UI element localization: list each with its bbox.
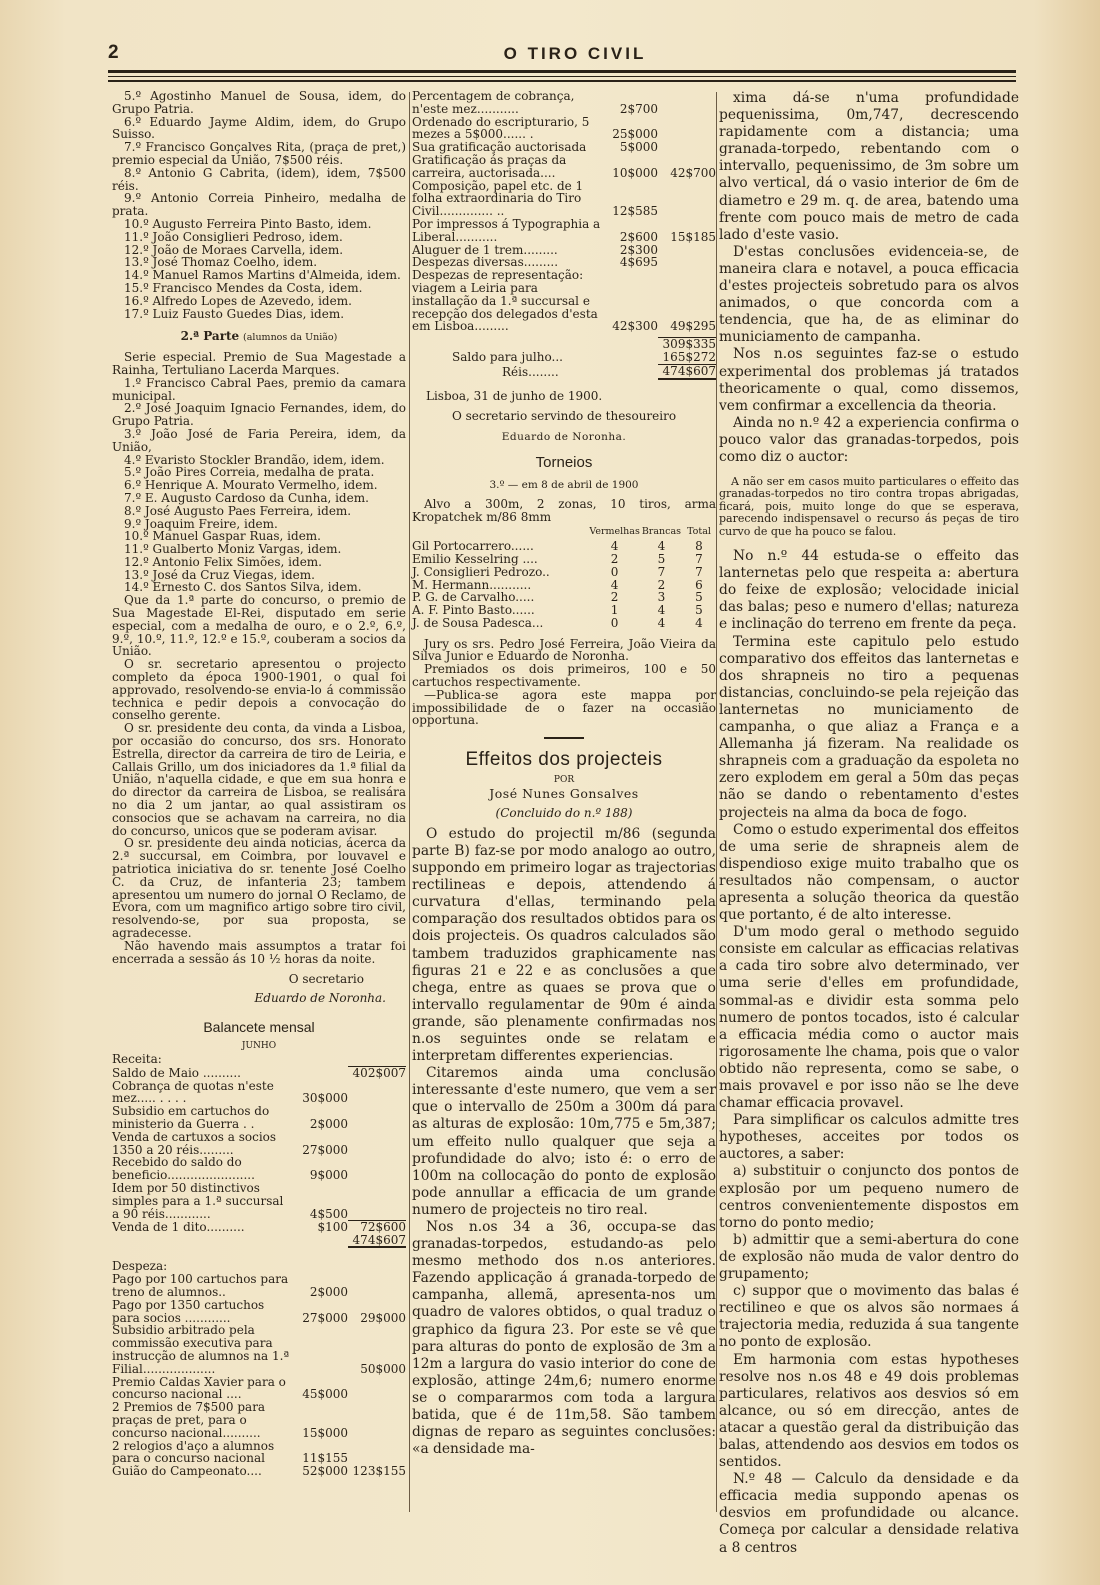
list-item: 10.º Manuel Gaspar Ruas, idem. [124,529,321,544]
ledger-subtotal: 50$000 [360,1361,406,1376]
ledger-subtotal [348,1440,406,1466]
paragraph: O sr. presidente deu ainda noticias, ácerca da 2.ª succursal, em Coimbra, por louvavel e patriotica iniciativa do sr. tenente José Coelho C. da Cruz, de infanteria 23; tambem apresentou um numero do jornal O Reclamo, de Evora, com um magnifico artigo sobre tiro civil, resolvendo-se, por sua proposta, se agradecesse. [112,836,406,940]
ledger-subtotal: 402$007 [348,1066,406,1079]
paragraph: N.º 48 — Calculo da densidade e da efficacia media suppondo apenas os desvios em profundidade ou alcance. Começa por calcular a densidade relativa a 8 centros [719,1471,1019,1556]
ledger-amount: 2$600 [619,229,658,244]
score-header-blank [412,525,588,540]
ledger-row [112,1273,406,1299]
saldo-label: Saldo para julho... [452,350,563,365]
score-row [412,617,716,630]
article-note: (Concluido do n.º 188) [495,806,633,821]
shooter-name: M. Hermann........... [412,577,532,592]
jury-text: Jury os srs. Pedro José Ferreira, João Vieira da Silva Junior e Eduardo de Noronha. [412,636,716,664]
despeza-table [112,1273,406,1478]
paragraph: D'estas conclusões evidenceia-se, de maneira clara e notavel, a pouca efficacia d'estes projecteis sobretudo para os alvos animados, o que concorda com a tendencia, que ha, de as eliminar do municiamento de campanha. [719,243,1019,346]
ledger-description: Recebido do saldo do beneficio....................... [112,1155,255,1183]
brancas-count: 2 [657,577,666,592]
header-rule [108,76,1016,77]
list-item: 17.º Luiz Fausto Guedes Dias, idem. [124,306,345,321]
page-number: 2 [108,42,119,63]
receita-label: Receita: [112,1051,162,1066]
ledger-row [412,180,716,218]
total-count: 7 [695,551,703,566]
minutes-paragraphs [112,594,406,965]
total-count: 4 [695,615,703,630]
ledger-subtotal [348,1182,406,1220]
ledger-description: Aluguer de 1 trem......... [412,242,558,257]
ledger-description: Guião do Campeonato.... [112,1464,262,1479]
header-rule [108,70,1016,73]
part2-title: 2.ª Parte [180,329,240,344]
ledger-amount [292,1066,348,1079]
article-by: POR [553,775,575,786]
ledger-subtotal [348,1156,406,1182]
signoff-title: O secretario [288,972,364,987]
list-item: 12.º Antonio Felix Simões, idem. [124,554,322,569]
shooter-name: A. F. Pinto Basto...... [412,603,535,618]
article-body [412,826,716,1458]
list-item: 9.º Antonio Correia Pinheiro, medalha de prata. [112,191,406,219]
ledger-subtotal: 29$000 [360,1310,406,1325]
ledger-amount: 4$500 [309,1206,348,1221]
ledger-row [112,1376,406,1402]
article-author: José Nunes Gonsalves [489,786,639,802]
ledger-amount: 9$000 [309,1168,348,1183]
column-3 [719,90,1019,1557]
reis-label: Réis........ [502,364,559,379]
despeza-continued-table [412,90,716,333]
vermelhas-count: 0 [610,615,619,630]
shooter-name: P. G. de Carvalho..... [412,590,535,605]
list-item: 15.º Francisco Mendes da Costa, idem. [124,280,363,295]
column-divider [409,92,410,1512]
ledger-amount: 11$155 [302,1451,348,1466]
ledger-row [112,1105,406,1131]
paragraph: Como o estudo experimental dos effeitos de uma serie de shrapneis alem de dispendioso exige muito trabalho que os resultados não compensam, o auctor apresenta a solução theorica da questão que portanto, é de alto interesse. [719,821,1019,924]
header-rule [108,80,1016,82]
receita-total: 474$607 [348,1234,406,1248]
ledger-description: Despezas diversas......... [412,255,559,270]
list-item: 11.º Gualberto Moniz Vargas, idem. [124,542,342,557]
list-item: 7.º Francisco Gonçalves Rita, (praça de pret,) premio especial da União, 7$500 réis. [112,140,406,167]
ledger-amount: 5$000 [619,140,658,155]
paragraph: O estudo do projectil m/86 (segunda parte B) faz-se por modo analogo ao outro, suppondo em primeiro logar as trajectorias rectilineas e depois, attendendo á curvatura d'ellas, terminando pela comparação dos resultados obtidos para os dois projecteis. Os quadros calculados são tambem traduzidos graphicamente nas figuras 21 e 22 e as conclusões a que chega, entre as quaes se prova que o intervallo regulamentar de 90m é ainda grande, são plenamente confirmadas nos n.os seguintes onde se relatam e interpretam differentes experiencias. [412,825,716,1065]
shooter-name: J. de Sousa Padesca... [412,615,544,630]
balance-title: Balancete mensal [203,1018,315,1035]
brancas-count: 4 [657,539,666,554]
torneios-description: Alvo a 300m, 2 zonas, 10 tiros, arma Kropatchek m/86 8mm [412,496,716,524]
ledger-description: Subsidio em cartuchos do ministerio da Guerra . . [112,1104,270,1131]
ledger-amount: 30$000 [302,1091,348,1106]
list-item: 10.º Augusto Ferreira Pinto Basto, idem. [124,216,372,231]
balance-summary [412,337,716,379]
paragraph: O sr. secretario apresentou o projecto completo da época 1900-1901, o qual foi approvado, resolvendo-se envia-lo á commissão technica e pedir depois a convocação do conselho gerente. [112,657,406,723]
ledger-row [112,1299,406,1325]
ledger-description: 2 Premios de 7$500 para praças de pret, para o concurso nacional.......... [112,1400,266,1440]
ledger-description: Gratificação ás praças da carreira, auctorisada.... [412,152,567,180]
brancas-count: 4 [657,603,666,618]
paragraph: Em harmonia com estas hypotheses resolve nos n.os 48 e 49 dois problemas particulares, relativos aos desvios só em alcance, ou só em direcção, antes de atacar a questão geral da distribuição das balas, attendendo aos desvios em todos os sentidos. [719,1351,1019,1471]
ledger-amount: 27$000 [302,1142,348,1157]
ledger-amount: 12$585 [612,204,658,219]
list-item: 2.º José Joaquim Ignacio Fernandes, idem, do Grupo Patria. [112,401,406,429]
ledger-subtotal [348,1376,406,1402]
ledger-description: Saldo de Maio .......... [112,1065,241,1080]
score-row [412,553,716,566]
ledger-amount: 52$000 [302,1464,348,1479]
ledger-description: Sua gratificação auctorisada [412,140,587,155]
ledger-subtotal [658,141,716,154]
ledger-row [112,1220,406,1233]
list-item: 13.º José Thomaz Coelho, idem. [124,255,318,270]
list-item: 7.º E. Augusto Cardoso da Cunha, idem. [124,490,369,505]
score-row [412,540,716,553]
ledger-amount: 2$000 [309,1285,348,1300]
shooter-name: Gil Portocarrero...... [412,539,534,554]
list-item: 5.º Agostinho Manuel de Sousa, idem, do Grupo Patria. [112,89,406,116]
paragraph: Termina este capitulo pelo estudo comparativo dos effeitos das lanternetas e dos shrapneis no tiro a pequenas distancias, concluindo-se pela rejeição das lanternetas no municiamento de campanha, o que aliaz a França e a Allemanha já fizeram. Na realidade os shrapneis com a graduação da espoleta no zero explodem em geral a 50m das peças não se dando o rebentamento d'estes projecteis na alma da boca de fogo. [719,633,1019,821]
ledger-subtotal: 49$295 [670,319,716,334]
list-item: 12.º João de Moraes Carvella, idem. [124,242,344,257]
treasurer-line: O secretario servindo de thesoureiro [451,409,677,424]
ledger-amount: 27$000 [302,1310,348,1325]
ledger-description: Despezas de representação: viagem a Leiria para installação da 1.ª succursal e recepção dos delegados d'esta em Lisboa......... [412,268,598,334]
ledger-row [112,1066,406,1079]
paragraph: Nos n.os seguintes faz-se o estudo experimental dos problemas já tratados theoricamente o qual, como dissemos, vem confirmar a excellencia da theoria. [719,346,1019,414]
shooter-name: J. Consiglieri Pedrozo.. [412,564,550,579]
list-item: 8.º Antonio G Cabrita, (idem), idem, 7$500 réis. [112,165,406,193]
paragraph: a) substituir o conjuncto dos pontos de explosão por um pequeno numero de centros convenientemente dispostos em torno do ponto medio; [719,1163,1019,1231]
ledger-amount: 2$700 [619,101,658,116]
list-item: 9.º Joaquim Freire, idem. [124,516,278,531]
ledger-amount: 45$000 [302,1387,348,1402]
total-count: 5 [695,590,703,605]
ledger-subtotal: 72$600 [348,1220,406,1233]
ledger-subtotal [658,256,716,269]
score-header: Brancas [641,526,681,538]
paragraph: b) admittir que a semi-abertura do cone de explosão não muda de valor dentro do grupamento; [719,1231,1019,1283]
article-title: Effeitos dos projecteis [465,749,663,771]
ledger-row [412,218,716,244]
ledger-row [412,154,716,180]
ledger-description: Composição, papel etc. de 1 folha extraordinaria do Tiro Civil.............. .. [412,178,584,219]
ledger-subtotal [348,1401,406,1439]
score-row [412,566,716,579]
despeza-total: 309$335 [658,338,716,351]
ledger-row [112,1324,406,1375]
vermelhas-count: 1 [610,603,619,618]
column-divider [716,92,717,1512]
paragraph: Ainda no n.º 42 a experiencia confirma o pouco valor das granadas-torpedos, pois como diz o auctor: [719,414,1019,465]
ledger-subtotal [348,1105,406,1131]
ledger-amount [292,1324,348,1375]
prize-list-part1 [112,90,406,320]
article-continued [719,90,1019,466]
ledger-subtotal [658,90,716,116]
brancas-count: 4 [657,615,666,630]
receita-total-table [112,1234,406,1249]
ledger-description: Ordenado do escripturario, 5 mezes a 5$000...... . [412,114,590,142]
ledger-subtotal: 42$700 [670,165,716,180]
list-item: 4.º Evaristo Stockler Brandão, idem, idem. [124,452,385,467]
ledger-amount: 10$000 [612,165,658,180]
publica-text: —Publica-se agora este mappa por impossibilidade de o fazer na occasião opportuna. [412,687,716,728]
ledger-description: Subsidio arbitrado pela commissão executiva para instrucção de alumnos na 1.ª Filial................... [112,1323,290,1376]
list-item: 6.º Henrique A. Mourato Vermelho, idem. [124,478,378,493]
total-count: 8 [695,539,703,554]
ledger-amount: 15$000 [302,1425,348,1440]
ledger-row [112,1440,406,1466]
despeza-label: Despeza: [112,1259,168,1274]
date-line: Lisboa, 31 de junho de 1900. [426,388,603,403]
ledger-amount: 4$695 [619,255,658,270]
shooter-name: Emilio Kesselring .... [412,551,538,566]
list-item: 8.º José Augusto Paes Ferreira, idem. [124,503,352,518]
newspaper-title: O TIRO CIVIL [503,44,647,63]
column-1 [112,90,406,1478]
vermelhas-count: 2 [610,551,619,566]
saldo-value: 165$272 [662,349,716,364]
list-item: 16.º Alfredo Lopes de Azevedo, idem. [124,293,352,308]
score-header: Total [687,526,711,538]
ledger-description: Venda de cartuxos a socios 1350 a 20 réis......... [112,1129,277,1157]
ledger-subtotal [658,180,716,218]
torneios-subtitle: 3.º — em 8 de abril de 1900 [489,478,639,491]
paragraph: Nos n.os 34 a 36, occupa-se das granadas-torpedos, estudando-as pelo mesmo methodo dos n.os anteriores. Fazendo applicação á granada-torpedo de campanha, allemã, apresenta-nos um quadro de valores obtidos, o qual traduz o graphico da figura 23. Por este se vê que para alturas do ponto de explosão de 3m a 12m a largura do vasio interior do cone de explosão, attinge 24m,6; numero enorme se o compararmos com toda a largura batida, que é de 11m,58. São tambem dignas de reparo as seguintes conclusões: «a densidade ma- [412,1219,716,1458]
paragraph: O sr. presidente deu conta, da vinda a Lisboa, por occasião do concurso, dos srs. Honorato Estrella, director da carreira de tiro de Leiria, e Callais Grillo, um dos iniciadores da 1.ª filial da União, n'aquella cidade, e que em sua honra e do director da carreira de Lisboa, se realisára no dia 2 um jantar, ao qual assistiram os consocios que se achavam na carreira, no dia do concurso, unicos que se poderam avisar. [112,721,406,838]
ledger-subtotal [658,116,716,142]
column-2 [412,90,716,1458]
premiados-text: Premiados os dois primeiros, 100 e 50 cartuchos respectivamente. [412,662,716,690]
ledger-description: Venda de 1 dito.......... [112,1219,245,1234]
list-item: 5.º João Pires Correia, medalha de prata. [124,465,375,480]
paragraph: Citaremos ainda uma conclusão interessante d'este numero, que vem a ser que o intervallo de 250m a 300m dá para as alturas de explosão: 10m,775 e 5m,387; um effeito nullo qualquer que seja a profundidade do alvo; isto é: o erro de 100m na collocação do ponto de explosão pode annullar a efficacia de um grande numero de projecteis no tiro real. [412,1065,716,1218]
ledger-row [112,1156,406,1182]
reis-value: 474$607 [658,364,716,378]
ledger-row [112,1182,406,1220]
ledger-row [112,1080,406,1106]
ledger-row [112,1465,406,1478]
paragraph: Não havendo mais assumptos a tratar foi encerrada a sessão ás 10 ½ horas da noite. [112,938,406,966]
article-continued-2 [719,548,1019,1557]
list-item: 3.º João José de Faria Pereira, idem, da União, [112,426,406,454]
brancas-count: 5 [657,551,666,566]
list-item: 1.º Francisco Cabral Paes, premio da camara municipal. [112,375,406,403]
list-item: 11.º João Consiglieri Pedroso, idem. [124,229,343,244]
ledger-row [412,116,716,142]
part2-heading [112,330,406,345]
ledger-description: Pago por 100 cartuchos para treno de alumnos.. [112,1272,289,1300]
ledger-description: Cobrança de quotas n'este mez..... . . . . [112,1078,274,1106]
ledger-subtotal [348,1080,406,1106]
ledger-subtotal: 15$185 [670,229,716,244]
vermelhas-count: 4 [610,577,619,592]
ledger-amount: 2$300 [619,242,658,257]
ledger-description: Percentagem de cobrança, n'este mez........... [412,89,575,116]
brancas-count: 7 [657,564,666,579]
paragraph: No n.º 44 estuda-se o effeito das lanternetas pelo que respeita a: abertura do feixe de explosão; velocidade inicial das balas; peso e numero d'ellas; natureza e inclinação do terreno em frente da peça. [719,548,1019,633]
ledger-amount: 2$000 [309,1116,348,1131]
ledger-subtotal: 123$155 [352,1464,406,1479]
ledger-row [112,1131,406,1157]
paragraph: c) suppor que o movimento das balas é rectilineo e que os alvos são normaes á trajectoria media, reduzida á sua tangente no ponto de explosão. [719,1283,1019,1351]
signoff-name: Eduardo de Noronha. [254,991,386,1006]
ledger-row [412,269,716,333]
score-row [412,604,716,617]
brancas-count: 3 [657,590,666,605]
paragraph: Para simplificar os calculos admitte tres hypotheses, acceites por todos os auctores, a saber: [719,1112,1019,1163]
vermelhas-count: 2 [610,590,619,605]
article-quote: A não ser em casos muito particulares o effeito das granadas-torpedos no tiro contra tropas abrigadas, ficará, pois, muito longe do que se esperava, parecendo indispensavel o recurso ás peças de tiro curvo de que ha pouco se falou. [719,475,1019,538]
total-count: 6 [695,577,703,592]
prize-list-part2 [112,377,406,595]
list-item: 13.º José da Cruz Viegas, idem. [124,567,315,582]
part2-subtitle: (alumnos da União) [243,332,338,344]
ledger-description: Idem por 50 distinctivos simples para a 1.ª succursal a 90 réis............ [112,1180,284,1221]
ledger-description: Pago por 1350 cartuchos para socios ............ [112,1297,265,1325]
ledger-subtotal [348,1273,406,1299]
receita-table [112,1066,406,1234]
serie-especial: Serie especial. Premio de Sua Magestade a Rainha, Tertuliano Lacerda Marques. [112,350,406,377]
ledger-description: 2 relogios d'aço a alumnos para o concurso nacional [112,1438,275,1466]
balance-month: JUNHO [241,1040,277,1051]
paragraph: D'um modo geral o methodo seguido consiste em calcular as efficacias relativas a cada tiro sobre alvo determinado, ver uma serie d'elles em profundidade, sommal-as e dividir esta somma pelo numero de pontos tocados, isto é calcular a efficacia média como o auctor mais rigorosamente lhe chama, pois que o valor obtido não representa, como se sabe, o mais provavel e por isso não se lhe deve chamar efficacia provavel. [719,924,1019,1112]
total-count: 7 [695,564,703,579]
ledger-subtotal [658,244,716,257]
ledger-description: Por impressos á Typographia a Liberal........... [412,216,601,244]
torneios-title: Torneios [535,453,593,471]
list-item: 14.º Manuel Ramos Martins d'Almeida, idem. [124,268,401,283]
ledger-amount: 25$000 [612,127,658,142]
ledger-row [112,1401,406,1439]
treasurer-name: Eduardo de Noronha. [501,431,627,444]
paragraph: Que da 1.ª parte do concurso, o premio de Sua Magestade El-Rei, disputado em serie especial, com a medalha de ouro, e o 2.º, 6.º, 9.º, 10.º, 11.º, 12.º e 15.º, couberam a socios da União. [112,593,406,659]
list-item: 6.º Eduardo Jayme Aldim, idem, do Grupo Suisso. [112,114,406,142]
total-count: 5 [695,603,703,618]
ledger-subtotal [348,1131,406,1157]
ledger-description: Premio Caldas Xavier para o concurso nacional .... [112,1374,286,1402]
list-item: 14.º Ernesto C. dos Santos Silva, idem. [124,580,362,595]
scores-table [412,525,716,629]
vermelhas-count: 0 [610,564,619,579]
ledger-amount: 42$300 [612,319,658,334]
vermelhas-count: 4 [610,539,619,554]
score-header: Vermelhas [589,526,640,538]
section-separator [544,737,584,739]
paragraph: xima dá-se n'uma profundidade pequenissima, 0m,747, decrescendo rapidamente com a distancia; uma granada-torpedo, rebentando com o intervallo, pequenissimo, de 3m sobre um alvo vertical, dá o vasio interior de 6m de diametro e 29 m. q. de area, batendo uma frente com pouco mais de metro de cada lado d'este vasio. [719,90,1019,243]
ledger-row [412,90,716,116]
ledger-amount: $100 [317,1219,348,1234]
